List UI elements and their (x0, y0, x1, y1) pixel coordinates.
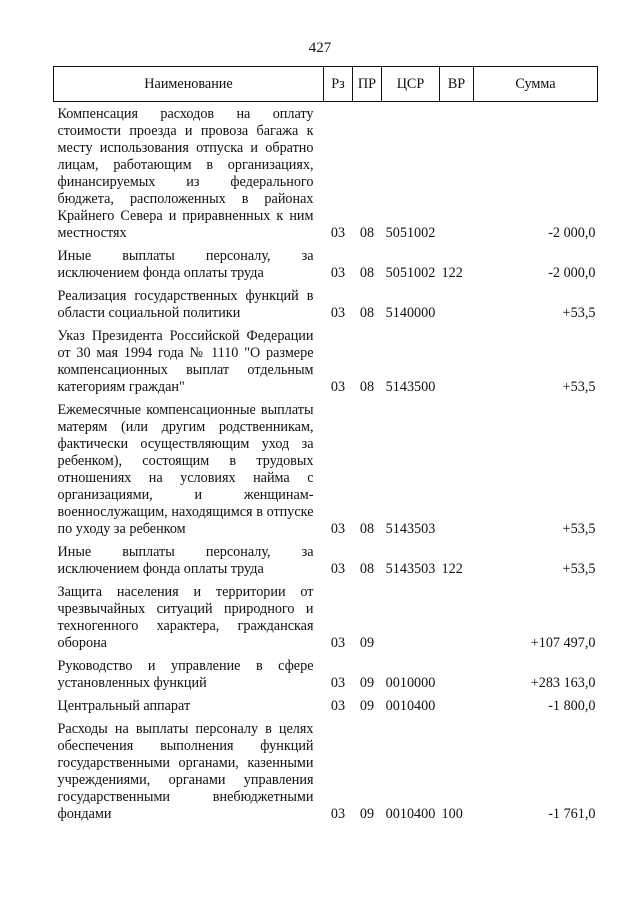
row-name: Ежемесячные компенсационные выплаты матерям (или другим родственникам, фактически осуществляющим уход за ребенком), состоящим в трудовых отношениях на условиях найма с организациями, и женщинам-военнослужащим, находящимся в отпуске по уходу за ребенком (57, 402, 314, 537)
row-csr (382, 580, 440, 654)
row-vr: 122 (441, 265, 463, 281)
row-name: Защита населения и территории от чрезвычайных ситуаций природного и техногенного характера, гражданская оборона (57, 584, 314, 651)
row-sum: -2 000,0 (548, 225, 596, 241)
row-pr: 09 (359, 698, 375, 714)
table-row (54, 580, 598, 654)
table-row (54, 654, 598, 694)
row-csr: 0010400 (385, 806, 436, 822)
row-sum: +53,5 (562, 521, 596, 537)
row-rz: 03 (330, 305, 346, 321)
row-sum: -1 761,0 (548, 806, 596, 822)
row-csr: 0010400 (385, 698, 436, 714)
row-pr: 09 (359, 806, 375, 822)
row-rz: 03 (330, 806, 346, 822)
row-csr: 5143503 (385, 521, 436, 537)
row-vr: 122 (441, 561, 463, 577)
row-csr: 5140000 (385, 305, 436, 321)
table-header-row (54, 67, 598, 102)
row-vr (440, 654, 474, 694)
row-name: Иные выплаты персоналу, за исключением фонда оплаты труда (57, 248, 314, 281)
row-name: Центральный аппарат (57, 698, 191, 714)
row-csr: 5143503 (385, 561, 436, 577)
row-vr (440, 102, 474, 245)
table-row (54, 284, 598, 324)
row-sum: +107 497,0 (530, 635, 596, 651)
row-csr: 5051002 (385, 265, 436, 281)
row-sum: +53,5 (562, 379, 596, 395)
table-row (54, 398, 598, 540)
row-vr (440, 284, 474, 324)
row-vr (440, 324, 474, 398)
header-csr: ЦСР (382, 67, 440, 102)
row-rz: 03 (330, 698, 346, 714)
header-vr: ВР (440, 67, 474, 102)
row-rz: 03 (330, 225, 346, 241)
row-name: Расходы на выплаты персоналу в целях обеспечения выполнения функций государственными органами, казенными учреждениями, органами управления государственными внебюджетными фондами (57, 721, 314, 822)
table-row (54, 717, 598, 825)
row-pr: 09 (359, 635, 375, 651)
row-vr (440, 398, 474, 540)
table-row (54, 324, 598, 398)
row-rz: 03 (330, 635, 346, 651)
row-pr: 08 (359, 561, 375, 577)
row-rz: 03 (330, 675, 346, 691)
row-sum: -2 000,0 (548, 265, 596, 281)
header-rz: Рз (324, 67, 353, 102)
row-name: Компенсация расходов на оплату стоимости проезда и провоза багажа к месту использования отпуска и обратно лицам, работающим в организациях, финансируемых из федерального бюджета, расположенных в районах Крайнего Севера и приравненных к ним местностях (57, 106, 314, 241)
row-rz: 03 (330, 521, 346, 537)
row-csr: 5051002 (385, 225, 436, 241)
header-sum: Сумма (474, 67, 598, 102)
row-name: Указ Президента Российской Федерации от 30 мая 1994 года № 1110 "О размере компенсационных выплат отдельным категориям граждан" (57, 328, 314, 395)
header-pr: ПР (353, 67, 382, 102)
row-pr: 08 (359, 305, 375, 321)
row-sum: +53,5 (562, 305, 596, 321)
page-number: 427 (308, 40, 332, 56)
row-vr (440, 694, 474, 717)
row-rz: 03 (330, 265, 346, 281)
row-csr: 5143500 (385, 379, 436, 395)
row-sum: -1 800,0 (548, 698, 596, 714)
row-rz: 03 (330, 379, 346, 395)
row-name: Руководство и управление в сфере установленных функций (57, 658, 314, 691)
budget-table (53, 66, 598, 825)
header-name: Наименование (54, 67, 324, 102)
row-pr: 08 (359, 265, 375, 281)
row-vr: 100 (441, 806, 463, 822)
table-row (54, 244, 598, 284)
table-row (54, 694, 598, 717)
row-pr: 08 (359, 521, 375, 537)
row-name: Иные выплаты персоналу, за исключением фонда оплаты труда (57, 544, 314, 577)
row-pr: 09 (359, 675, 375, 691)
row-name: Реализация государственных функций в области социальной политики (57, 288, 314, 321)
row-sum: +283 163,0 (530, 675, 596, 691)
table-row (54, 540, 598, 580)
row-pr: 08 (359, 379, 375, 395)
row-vr (440, 580, 474, 654)
row-csr: 0010000 (385, 675, 436, 691)
row-sum: +53,5 (562, 561, 596, 577)
row-rz: 03 (330, 561, 346, 577)
table-row (54, 102, 598, 245)
row-pr: 08 (359, 225, 375, 241)
